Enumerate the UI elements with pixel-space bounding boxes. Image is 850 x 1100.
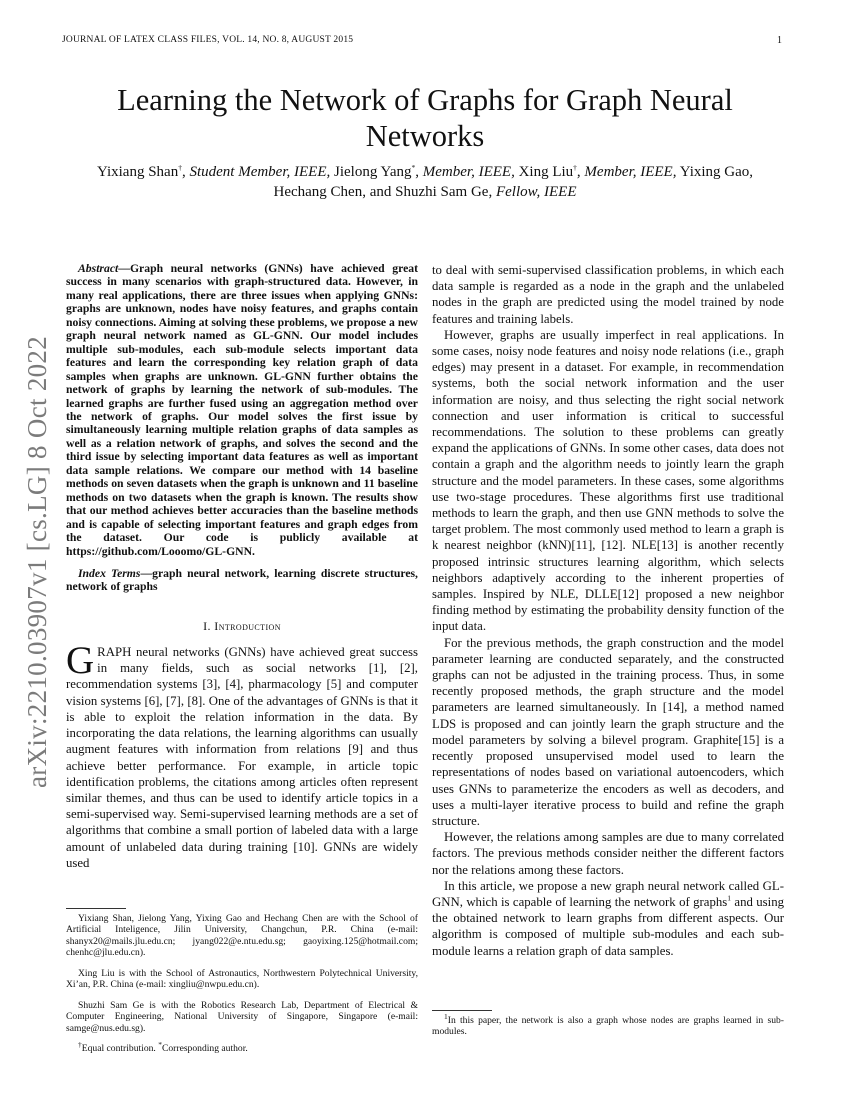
author-mark: † <box>178 163 182 172</box>
author-name: Jielong Yang <box>334 164 412 180</box>
author-mark: * <box>411 163 416 172</box>
footnote-affiliation-1: Yixiang Shan, Jielong Yang, Yixing Gao and Hechang Chen are with the School of Artificial Inteligence, Jilin University, Changchun, P.R. China (e-mail: shanyx20@mails.jlu.edu.cn; jyang022@e.ntu.edu.sg; gaoyixing.125@hotmail.com; chenhc@jlu.edu.cn). <box>66 913 418 958</box>
index-terms <box>66 567 418 594</box>
index-terms-label: Index Terms <box>78 566 141 580</box>
intro-paragraph-1 <box>66 639 418 871</box>
paper-title: Learning the Network of Graphs for Graph Neural Networks <box>117 83 733 153</box>
footnote-contribution <box>66 1040 418 1055</box>
intro-paragraph-1-cont: to deal with semi-supervised classification problems, in which each data sample is regarded as a node in the graph and the unlabeled nodes in the graph are predicted using the model trained by node features and training labels. <box>432 263 784 326</box>
author-role: Member, IEEE, <box>584 164 677 180</box>
footnote-ref: 1 <box>727 893 732 903</box>
drop-cap: G <box>66 639 95 683</box>
intro-paragraph-5 <box>432 878 784 959</box>
dagger-mark: † <box>78 1040 82 1050</box>
left-footnotes <box>66 908 418 1064</box>
abstract-label: Abstract <box>78 262 119 275</box>
intro-paragraph-5-text: In this article, we propose a new graph neural network called GL-GNN, which is capable of learning the network of graphs <box>432 878 784 909</box>
intro-paragraph-3: For the previous methods, the graph construction and the model parameter learning are conducted separately, and the constructed graphs can not be adjusted in the training process. Thus, in some recently proposed methods, the graph structure and the model parameters are learned simultaneously. In [14], a method named LDS is proposed and can jointly learn the graph structure and the model parameters by solving a bilevel program. Graphite[15] is a recently proposed unsupervised model used to learn the representations of nodes based on variational autoencoders, which uses GNNs to parameterize the encoders as well as decoders, and uses a multi-layer iterative process to build and refine the graph structure. <box>432 635 784 828</box>
intro-paragraph-2: However, graphs are usually imperfect in real applications. In some cases, noisy node features and noisy node relations (i.e., graph edges) may present in a dataset. For example, in recommendation systems, both the social network information and the user information are noisy, and thus selecting the right social network connection and user information is critical to successful recommendations. The solution to these problems can greatly expand the applications of GNNs. In some other cases, data does not contain a graph and the algorithm needs to jointly learn the graph structure and the model parameters. In these cases, some algorithms use two-stage procedures. These algorithms first use traditional methods to learn the graph, and then use GNN methods to solve the target problem. The most commonly used method to learn a graph is k nearest neighbor (kNN)[11], [12]. NLE[13] is another recently proposed intrinsic structures learning algorithm, which selects neighbors adaptively according to the inherent properties of samples. Inspired by NLE, DLLE[12] proposed a new neighbor finding method by estimating the probability density function of the input data. <box>432 327 784 634</box>
author-names: Hechang Chen, and Shuzhi Sam Ge, <box>273 184 493 200</box>
intro-paragraph-5-text-b: and using the obtained network to learn graphs from different aspects. Our algorithm is composed of multiple sub-modules and each sub-module learns a relation graph of data samples. <box>432 894 785 958</box>
author-name: Xing Liu <box>518 164 574 180</box>
author-name: Yixiang Shan <box>96 164 179 180</box>
author-role: Student Member, IEEE, <box>189 164 331 180</box>
left-column <box>66 262 418 871</box>
abstract <box>66 262 418 558</box>
author-name: Yixing Gao, <box>679 164 754 180</box>
index-terms-text: —graph neural network, learning discrete structures, network of graphs <box>66 566 418 594</box>
author-list <box>60 162 790 202</box>
footnote-rule <box>432 1010 492 1011</box>
footnote-1-text: In this paper, the network is also a graph whose nodes are graphs learned in sub-modules. <box>432 1015 784 1038</box>
footnote-rule <box>66 908 126 909</box>
footnote-affiliation-3: Shuzhi Sam Ge is with the Robotics Research Lab, Department of Electrical & Computer Engineering, National University of Singapore, Singapore (e-mail: samge@nus.edu.sg). <box>66 999 418 1034</box>
arxiv-stamp: arXiv:2210.03907v1 [cs.LG] 8 Oct 2022 <box>22 335 52 788</box>
intro-paragraph-4: However, the relations among samples are due to many correlated factors. The previous methods consider neither the different factors nor the relations among these factors. <box>432 830 784 877</box>
footnote-affiliation-2: Xing Liu is with the School of Astronautics, Northwestern Polytechnical University, Xi’an, P.R. China (e-mail: xingliu@nwpu.edu.cn). <box>66 967 418 991</box>
footnote-1 <box>432 1011 784 1038</box>
corresponding-author-text: Corresponding author. <box>161 1043 248 1055</box>
star-mark: * <box>158 1040 162 1050</box>
author-line-2 <box>60 182 790 202</box>
author-role: Member, IEEE, <box>422 164 515 180</box>
running-head: JOURNAL OF LATEX CLASS FILES, VOL. 14, NO. 8, AUGUST 2015 <box>62 35 354 45</box>
abstract-text: —Graph neural networks (GNNs) have achieved great success in many scenarios with graph-structured data. However, in many real applications, there are three issues when applying GNNs: graphs are unknown, nodes have noisy features, and graphs contain noisy connections. Aiming at solving these problems, we propose a new graph neural network named as GL-GNN. Our model includes multiple sub-modules, each sub-module selects important data features and learn the corresponding key relation graph of data samples when graphs are unknown. GL-GNN further obtains the network of graphs by learning the network of sub-modules. The learned graphs are further fused using an aggregation method over the network of graphs. Our model solves the first issue by simultaneously learning multiple relation graphs of data samples as well as a relation network of graphs, and solves the second and the third issue by selecting important data features as well as important data sample relations. We compare our method with 14 baseline methods on seven datasets when the graph is unknown and 11 baseline methods on two datasets when the graph is known. The results show that our method achieves better accuracies than the baseline methods and is capable of selecting important features and graph edges from the dataset. Our code is publicly available at https://github.com/Looomo/GL-GNN. <box>66 262 418 558</box>
right-column <box>432 262 784 959</box>
author-mark: † <box>573 163 577 172</box>
author-line-1: Yixiang Shan†, Student Member, IEEE, Jielong Yang*, Member, IEEE, Xing Liu†, Member, IEEE, Yixing Gao, <box>96 163 754 180</box>
equal-contribution-text: Equal contribution. <box>81 1043 159 1055</box>
section-heading: I. Introduction <box>203 618 281 633</box>
intro-paragraph-1-text: RAPH neural networks (GNNs) have achieved great success in many fields, such as social networks [1], [2], recommendation systems [3], [4], pharmacology [5] and computer vision systems [6], [7], [8]. One of the advantages of GNNs is that it is able to exploit the relation information in the data. By incorporating the data relations, the learning algorithms can usually augment features with information from relations [9] and thus achieve better performance. For example, in article topic identification problems, the citations among articles often represent similar themes, and thus can be used to identify article topics in a semi-supervised way. Semi-supervised learning methods are a set of algorithms that combine a small portion of labeled data with a large amount of unlabeled data during training [10]. GNNs are widely used <box>66 645 418 870</box>
author-role: Fellow, IEEE <box>495 184 577 200</box>
footnote-mark: 1 <box>444 1011 448 1021</box>
right-footnotes <box>432 1010 784 1047</box>
page-number: 1 <box>777 35 782 46</box>
